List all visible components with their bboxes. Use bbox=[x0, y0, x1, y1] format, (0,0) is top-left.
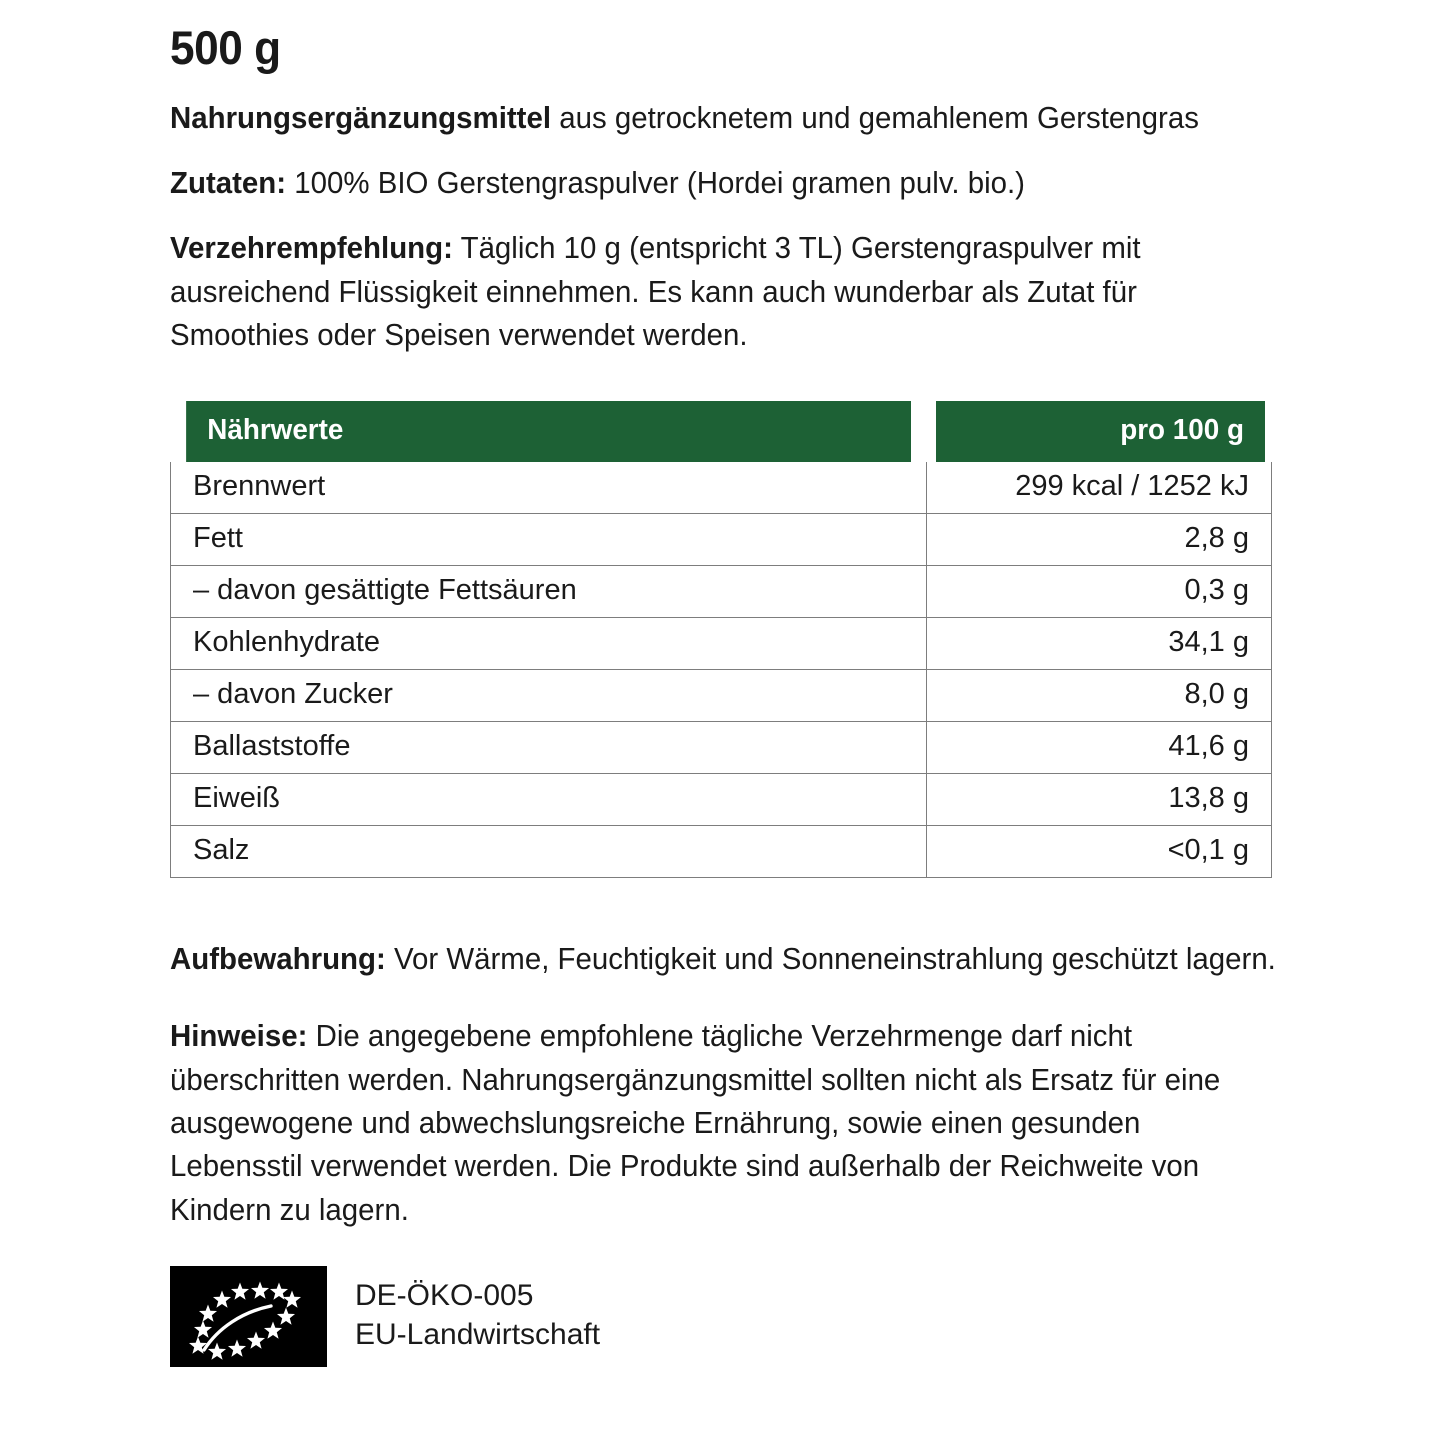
supplement-description bbox=[170, 97, 1280, 140]
nutrition-facts-table bbox=[170, 401, 1272, 878]
nutrient-name: – davon gesättigte Fettsäuren bbox=[171, 566, 927, 618]
nutrition-table-body bbox=[171, 462, 1272, 878]
nutrient-value: 13,8 g bbox=[927, 774, 1272, 826]
table-row bbox=[171, 566, 1272, 618]
consumption-recommendation-text: Täglich 10 g (entspricht 3 TL) Gerstengraspulver mit ausreichend Flüssigkeit einnehmen. Es kann auch wunderbar als Zutat für Smoothies oder Speisen verwendet werden. bbox=[170, 231, 1141, 352]
organic-origin: EU-Landwirtschaft bbox=[355, 1317, 601, 1351]
nutrient-value: 34,1 g bbox=[927, 618, 1272, 670]
storage-label: Aufbewahrung: bbox=[170, 942, 386, 977]
nutrient-value: 299 kcal / 1252 kJ bbox=[927, 462, 1272, 514]
notes-paragraph bbox=[170, 1015, 1280, 1231]
ingredients-paragraph bbox=[170, 162, 1280, 205]
table-row bbox=[171, 514, 1272, 566]
supplement-description-lead: Nahrungsergänzungsmittel bbox=[170, 100, 552, 135]
nutrient-value: 41,6 g bbox=[927, 722, 1272, 774]
product-label-sheet bbox=[170, 0, 1280, 1367]
storage-paragraph bbox=[170, 938, 1280, 981]
table-row bbox=[171, 774, 1272, 826]
nutrient-value: <0,1 g bbox=[927, 826, 1272, 878]
nutrient-name: Fett bbox=[171, 514, 927, 566]
ingredients-text: 100% BIO Gerstengraspulver (Hordei gramen pulv. bio.) bbox=[286, 165, 1025, 200]
page-title: 500 g bbox=[170, 21, 281, 74]
nutrition-table-head bbox=[171, 401, 1272, 462]
notes-label: Hinweise: bbox=[170, 1019, 308, 1054]
nutrient-value: 8,0 g bbox=[927, 670, 1272, 722]
organic-certification-text bbox=[355, 1266, 600, 1354]
table-row bbox=[171, 826, 1272, 878]
organic-certification-block bbox=[170, 1266, 1280, 1367]
nutrient-name: Kohlenhydrate bbox=[171, 618, 927, 670]
nutrient-name: Eiweiß bbox=[171, 774, 927, 826]
nutrition-header-name: Nährwerte bbox=[186, 401, 912, 462]
table-row bbox=[171, 618, 1272, 670]
nutrition-header-row bbox=[171, 401, 1272, 462]
ingredients-label: Zutaten: bbox=[170, 165, 287, 200]
nutrition-table-container bbox=[170, 401, 1272, 878]
consumption-recommendation-paragraph bbox=[170, 227, 1280, 357]
supplement-description-text: aus getrocknetem und gemahlenem Gerstengras bbox=[551, 100, 1199, 135]
nutrient-name: Brennwert bbox=[171, 462, 927, 514]
table-row bbox=[171, 722, 1272, 774]
table-row bbox=[171, 462, 1272, 514]
nutrient-value: 2,8 g bbox=[927, 514, 1272, 566]
nutrient-value: 0,3 g bbox=[927, 566, 1272, 618]
nutrient-name: Salz bbox=[171, 826, 927, 878]
nutrient-name: Ballaststoffe bbox=[171, 722, 927, 774]
storage-text: Vor Wärme, Feuchtigkeit und Sonneneinstrahlung geschützt lagern. bbox=[385, 942, 1276, 977]
nutrition-header-value: pro 100 g bbox=[933, 401, 1264, 462]
consumption-recommendation-label: Verzehrempfehlung: bbox=[170, 231, 453, 266]
notes-text: Die angegebene empfohlene tägliche Verzehrmenge darf nicht überschritten werden. Nahrungsergänzungsmittel sollten nicht als Ersatz für eine ausgewogene und abwechslungsreiche Ernährung, sowie einen gesunden Lebensstil verwendet werden. Die Produkte sind außerhalb der Reichweite von Kindern zu lagern. bbox=[170, 1019, 1221, 1227]
table-row bbox=[171, 670, 1272, 722]
eu-organic-leaf-icon bbox=[170, 1266, 327, 1367]
nutrient-name: – davon Zucker bbox=[171, 670, 927, 722]
organic-control-code: DE-ÖKO-005 bbox=[355, 1278, 534, 1312]
